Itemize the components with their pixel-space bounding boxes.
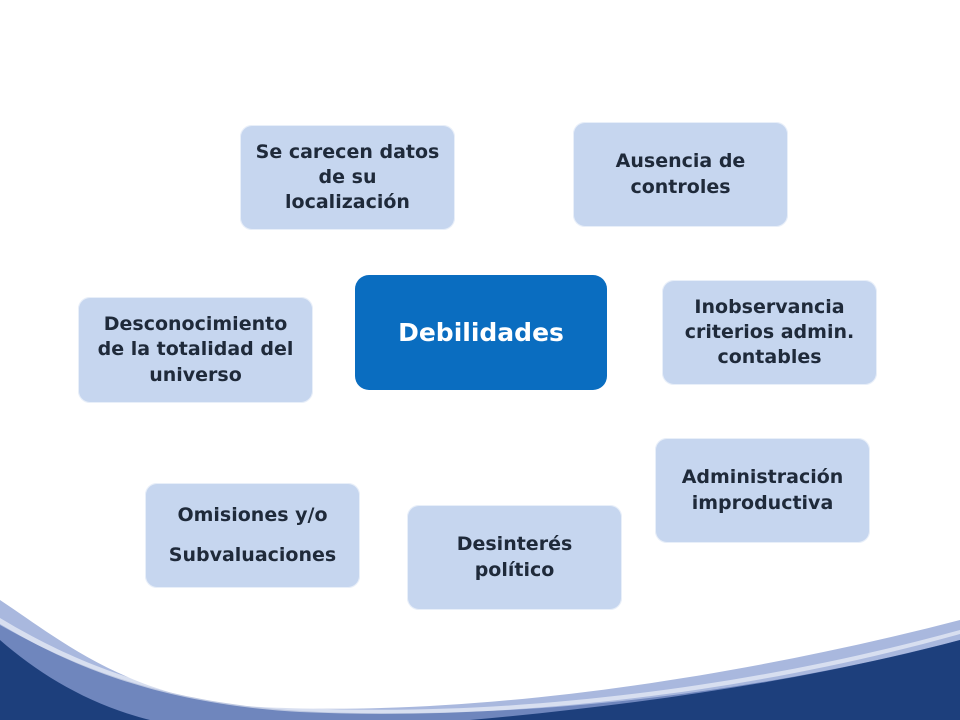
node-ausencia-controles (573, 122, 788, 227)
node-datos-localizacion (240, 125, 455, 230)
node-inobservancia-line-3: contables (717, 346, 822, 369)
node-administracion-line-2: improductiva (691, 491, 834, 514)
node-administracion (655, 438, 870, 543)
node-desconocimiento-line-2: de la totalidad del (97, 338, 294, 361)
center-node-debilidades (355, 275, 607, 390)
node-desconocimiento (78, 297, 313, 403)
node-inobservancia-line-2: criterios admin. (684, 320, 855, 343)
wave-highlight (0, 618, 960, 714)
node-desinteres (407, 505, 622, 610)
node-desconocimiento-line-3: universo (149, 363, 242, 386)
node-datos-localizacion-line-2: de su (318, 165, 377, 188)
node-omisiones-line-1: Omisiones y/o (177, 504, 328, 527)
wave-mid (0, 625, 960, 720)
wave-dark-left (0, 640, 150, 720)
node-inobservancia-line-1: Inobservancia (694, 295, 845, 318)
node-ausencia-controles-line-1: Ausencia de (615, 150, 746, 173)
wave-dark-right (470, 640, 960, 720)
node-omisiones (145, 483, 360, 588)
wave-light (0, 600, 960, 720)
node-ausencia-controles-line-2: controles (630, 175, 731, 198)
node-desconocimiento-line-1: Desconocimiento (103, 313, 288, 336)
node-omisiones-line-2: Subvaluaciones (168, 543, 337, 566)
node-desinteres-line-1: Desinterés (456, 533, 573, 556)
node-datos-localizacion-line-3: localización (285, 191, 410, 214)
node-administracion-line-1: Administración (681, 466, 844, 489)
node-inobservancia (662, 280, 877, 385)
node-desinteres-line-2: político (474, 558, 555, 581)
node-datos-localizacion-line-1: Se carecen datos (255, 140, 440, 163)
center-node-label: Debilidades (398, 318, 564, 347)
